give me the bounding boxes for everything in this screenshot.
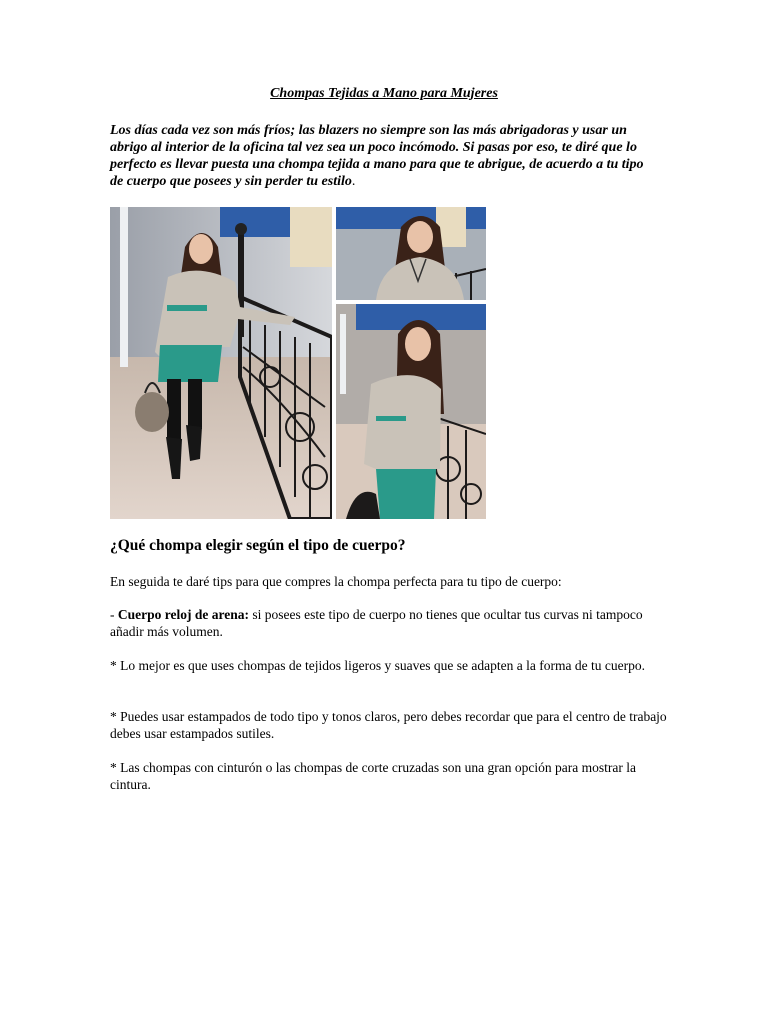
body-type-prefix: - xyxy=(110,607,118,622)
page-title: Chompas Tejidas a Mano para Mujeres xyxy=(270,86,498,101)
photo-portrait xyxy=(336,207,486,300)
section-heading: ¿Qué chompa elegir según el tipo de cuerpo? xyxy=(110,537,406,554)
intro-paragraph xyxy=(110,122,650,190)
photo-half-length xyxy=(336,304,486,519)
body-type-paragraph xyxy=(110,606,670,640)
body-type-text: si posees este tipo de cuerpo no tienes que ocultar tus curvas ni tampoco añadir más volumen. xyxy=(110,607,643,639)
body-type-label: Cuerpo reloj de arena: xyxy=(117,607,249,622)
lead-paragraph: En seguida te daré tips para que compres la chompa perfecta para tu tipo de cuerpo: xyxy=(110,574,562,589)
intro-text: Los días cada vez son más fríos; las blazers no siempre son las más abrigadoras y usar un abrigo al interior de la oficina tal vez sea un poco incómodo. Si pasas por eso, te diré que lo perfecto es llevar puesta una chompa tejida a mano para que te abrigue, de acuerdo a tu tipo de cuerpo que posees y sin perder tu estilo xyxy=(110,123,644,189)
tip-item: * Lo mejor es que uses chompas de tejidos ligeros y suaves que se adapten a la forma de tu cuerpo. xyxy=(110,658,645,673)
intro-end: . xyxy=(351,174,356,189)
photo-full-length xyxy=(110,207,332,519)
tip-item: * Puedes usar estampados de todo tipo y tonos claros, pero debes recordar que para el centro de trabajo debes usar estampados sutiles. xyxy=(110,709,667,741)
tip-item: * Las chompas con cinturón o las chompas de corte cruzadas son una gran opción para mostrar la cintura. xyxy=(110,760,636,792)
